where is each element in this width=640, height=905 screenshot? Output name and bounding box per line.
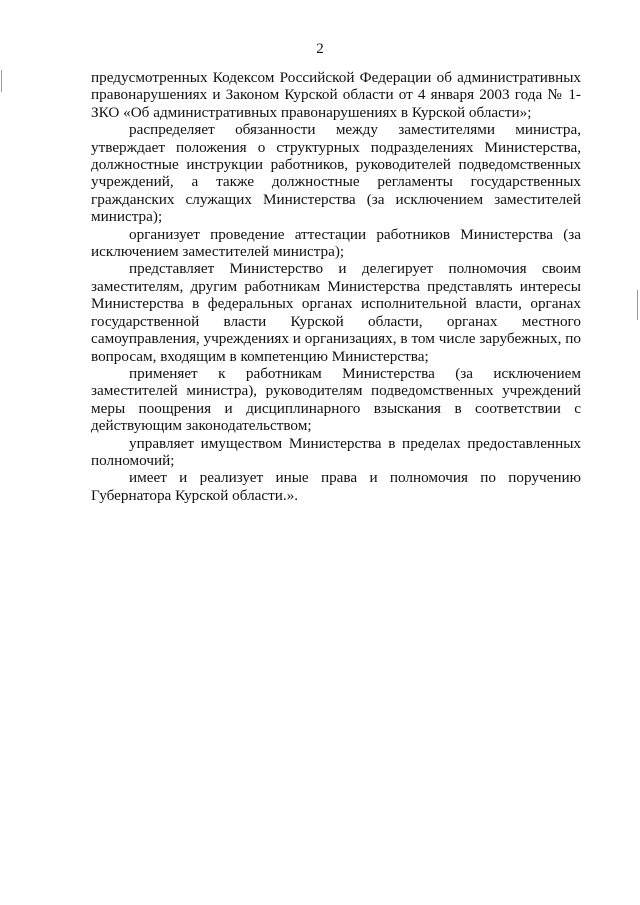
paragraph-attestation: организует проведение аттестации работников Министерства (за исключением заместителей министра); [91, 225, 581, 261]
scan-edge-mark [637, 290, 638, 320]
paragraph-property-management: управляет имуществом Министерства в пределах предоставленных полномочий; [91, 434, 581, 469]
paragraph-duties-distribution: распределяет обязанности между заместителями министра, утверждает положения о структурных подразделениях Министерства, должностные инструкции работников, руководителей подведомственных учреждений, а также должностные регламенты государственных гражданских служащих Министерства (за исключением заместителей министра); [91, 121, 581, 226]
page-number: 2 [316, 41, 324, 57]
paragraph-other-powers: имеет и реализует иные права и полномочия по поручению Губернатора Курской области.». [91, 469, 581, 504]
scan-edge-mark [1, 70, 2, 92]
document-body [91, 69, 581, 504]
paragraph-representation: представляет Министерство и делегирует полномочия своим заместителям, другим работникам Министерства представлять интересы Министерства в федеральных органах исполнительной власти, органах государственной власти Курской области, органах местного самоуправления, учреждениях и организациях, в том числе зарубежных, по вопросам, входящим в компетенцию Министерства; [91, 260, 581, 365]
paragraph-incentives-discipline: применяет к работникам Министерства (за исключением заместителей министра), руководителям подведомственных учреждений меры поощрения и дисциплинарного взыскания в соответствии с действующим законодательством; [91, 364, 581, 435]
paragraph-legal-reference: предусмотренных Кодексом Российской Федерации об административных правонарушениях и Законом Курской области от 4 января 2003 года № 1-ЗКО «Об административных правонарушениях в Курской области»; [91, 69, 581, 121]
